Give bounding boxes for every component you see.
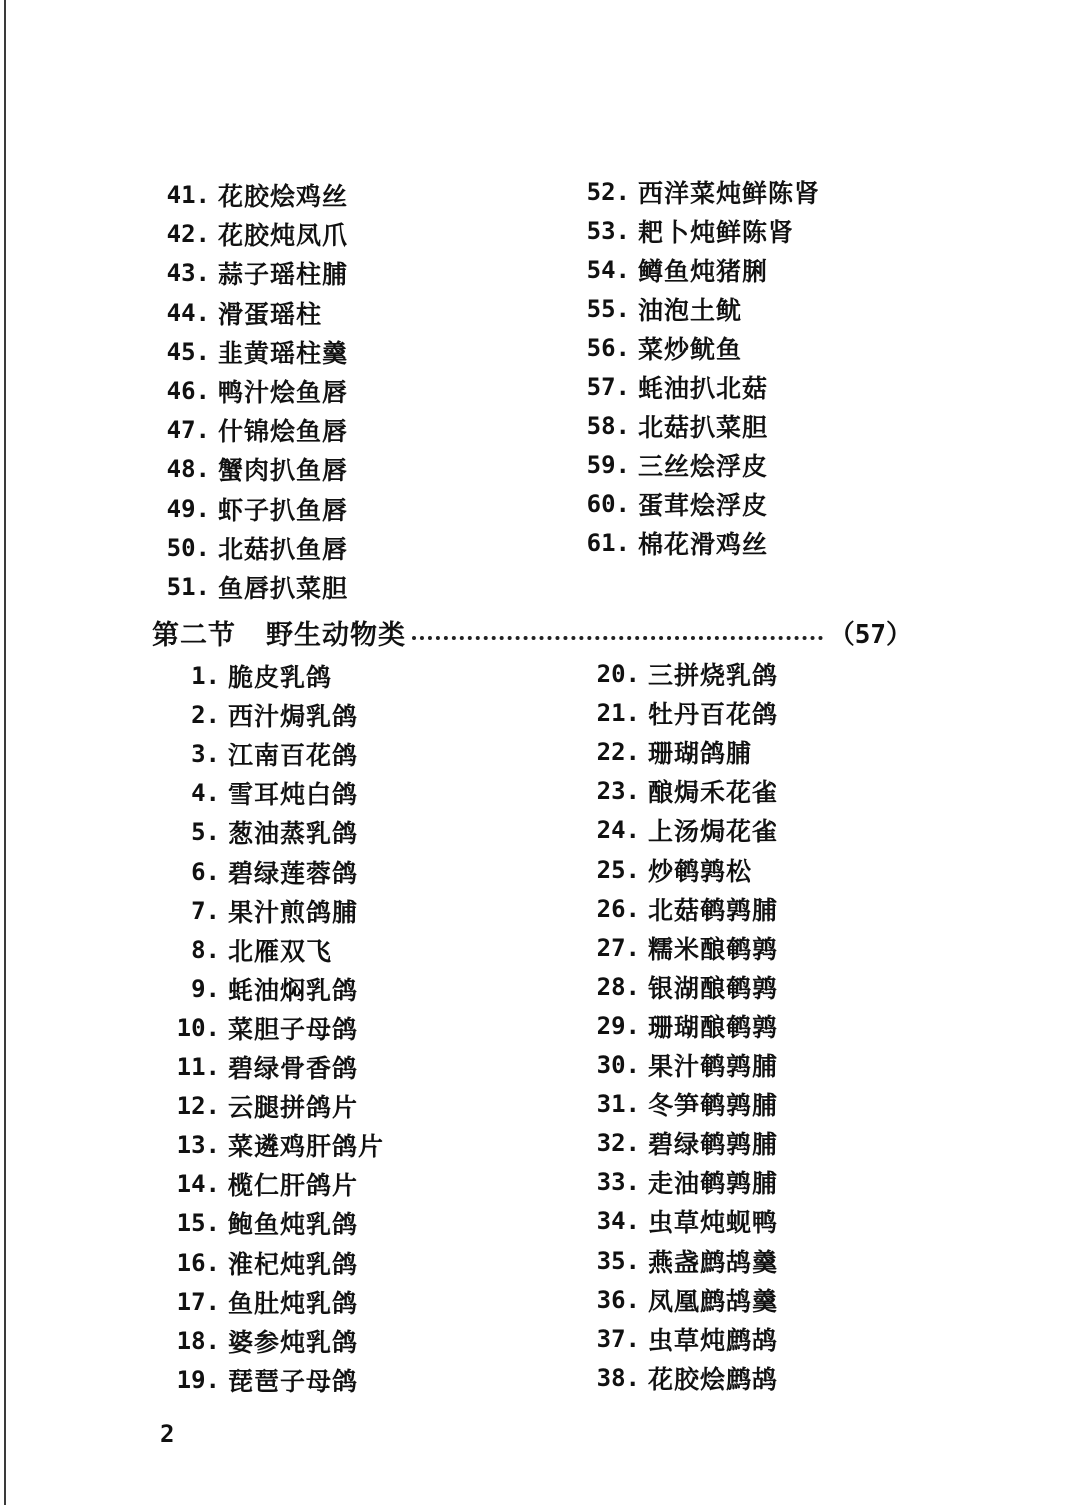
entry-name: 西洋菜炖鲜陈肾 <box>638 179 821 208</box>
entry-name: 韭黄瑶柱羹 <box>218 338 349 368</box>
entry-number: 61. <box>586 529 630 557</box>
entry-number: 44. <box>166 298 210 327</box>
entry-number: 20. <box>596 660 640 688</box>
entry-number: 8. <box>191 935 220 964</box>
entry-name: 糯米酿鹌鹑 <box>648 934 779 964</box>
entry-number: 26. <box>596 894 640 923</box>
entry-number: 4. <box>191 779 220 808</box>
entry-name: 北菇鹌鹑脯 <box>648 895 779 925</box>
entry-name: 虫草炖蚬鸭 <box>648 1208 779 1238</box>
entry-name: 果汁煎鸽脯 <box>228 897 359 927</box>
entry-number: 19. <box>176 1365 220 1394</box>
entry-name: 花胶烩鸡丝 <box>218 182 349 211</box>
entry-number: 13. <box>176 1131 220 1160</box>
entry-number: 56. <box>586 334 630 362</box>
toc-entry <box>578 1008 778 1044</box>
toc-entry <box>578 1282 778 1318</box>
entry-number: 30. <box>596 1051 640 1079</box>
entry-name: 珊瑚鸽脯 <box>648 739 753 769</box>
entry-number: 3. <box>191 740 220 769</box>
toc-entry <box>158 1127 384 1163</box>
entry-name: 耙卜炖鲜陈肾 <box>638 218 795 247</box>
entry-number: 38. <box>596 1363 640 1392</box>
toc-entry <box>578 252 768 288</box>
toc-entry <box>578 408 768 444</box>
entry-name: 碧绿鹌鹑脯 <box>648 1130 779 1160</box>
entry-name: 炒鹌鹑松 <box>648 856 753 886</box>
entry-name: 蟹肉扒鱼唇 <box>218 456 349 486</box>
toc-entry <box>158 1088 358 1124</box>
entry-number: 55. <box>586 295 630 323</box>
entry-number: 29. <box>596 1011 640 1040</box>
entry-name: 虾子扒鱼唇 <box>218 495 349 525</box>
toc-entry <box>158 1049 358 1085</box>
entry-name: 鲍鱼炖乳鸽 <box>228 1210 359 1240</box>
entry-name: 虫草炖鹧鸪 <box>648 1325 779 1355</box>
toc-entry <box>158 775 358 811</box>
entry-name: 蒜子瑶柱脯 <box>218 260 349 290</box>
toc-entry <box>578 1203 778 1239</box>
entry-name: 凤凰鹧鸪羹 <box>648 1286 779 1316</box>
entry-number: 28. <box>596 972 640 1001</box>
toc-entry <box>578 773 778 809</box>
toc-entry <box>578 1243 778 1279</box>
entry-number: 7. <box>191 896 220 925</box>
toc-entry <box>578 174 820 210</box>
toc-entry <box>158 971 358 1007</box>
entry-name: 银湖酿鹌鹑 <box>648 973 779 1003</box>
entry-name: 淮杞炖乳鸽 <box>228 1249 359 1279</box>
dot-leader <box>412 636 823 640</box>
toc-entry <box>158 814 358 850</box>
entry-name: 牡丹百花鸽 <box>648 700 779 730</box>
toc-entry <box>578 525 768 561</box>
entry-number: 9. <box>191 974 220 1003</box>
entry-name: 婆参炖乳鸽 <box>228 1327 359 1357</box>
toc-entry <box>158 1010 358 1046</box>
entry-number: 48. <box>166 455 210 484</box>
entry-name: 果汁鹌鹑脯 <box>648 1052 779 1081</box>
entry-number: 1. <box>191 662 220 690</box>
entry-number: 45. <box>166 337 210 366</box>
toc-entry <box>158 1205 358 1241</box>
entry-name: 北菇扒菜胆 <box>638 413 769 442</box>
entry-number: 46. <box>166 377 210 405</box>
entry-name: 榄仁肝鸽片 <box>228 1171 359 1201</box>
toc-entry <box>158 736 358 772</box>
entry-name: 蚝油扒北菇 <box>638 374 769 403</box>
toc-entry <box>578 1125 778 1161</box>
entry-name: 琵琶子母鸽 <box>228 1366 359 1396</box>
toc-entry <box>158 569 348 605</box>
entry-number: 42. <box>166 220 210 249</box>
entry-number: 15. <box>176 1209 220 1238</box>
entry-name: 西汁焗乳鸽 <box>228 702 359 732</box>
toc-entry <box>158 373 348 409</box>
toc-entry <box>578 656 778 692</box>
entry-number: 10. <box>176 1013 220 1042</box>
entry-name: 蚝油焖乳鸽 <box>228 975 359 1005</box>
toc-entry <box>578 330 742 366</box>
page-edge-line <box>4 0 6 1505</box>
entry-number: 43. <box>166 259 210 288</box>
entry-number: 31. <box>596 1090 640 1119</box>
toc-entry <box>578 486 768 522</box>
toc-entry <box>578 213 794 249</box>
entry-number: 51. <box>166 573 210 601</box>
entry-number: 2. <box>191 701 220 730</box>
entry-name: 脆皮乳鸽 <box>228 663 333 692</box>
toc-entry <box>158 658 332 694</box>
toc-entry <box>578 447 768 483</box>
entry-name: 蛋茸烩浮皮 <box>638 491 769 520</box>
entry-number: 49. <box>166 494 210 523</box>
toc-entry <box>158 1362 358 1398</box>
toc-entry <box>578 1164 778 1200</box>
section-label: 第二节 <box>152 619 236 651</box>
toc-entry <box>578 930 778 966</box>
entry-name: 滑蛋瑶柱 <box>218 299 323 329</box>
entry-name: 鱼唇扒菜胆 <box>218 574 349 603</box>
section-page-ref: （57） <box>828 619 912 650</box>
toc-entry <box>158 893 358 929</box>
entry-name: 鸭汁烩鱼唇 <box>218 378 349 407</box>
toc-entry <box>578 1047 778 1083</box>
toc-entry <box>578 1360 778 1396</box>
entry-name: 菜炒鱿鱼 <box>638 335 743 364</box>
entry-name: 珊瑚酿鹌鹑 <box>648 1012 779 1042</box>
toc-entry <box>158 1323 358 1359</box>
entry-name: 碧绿莲蓉鸽 <box>228 858 359 888</box>
entry-number: 14. <box>176 1170 220 1199</box>
entry-number: 18. <box>176 1326 220 1355</box>
entry-number: 5. <box>191 818 220 847</box>
entry-name: 鱼肚炖乳鸽 <box>228 1288 359 1318</box>
entry-name: 走油鹌鹑脯 <box>648 1169 779 1199</box>
toc-entry <box>158 697 358 733</box>
entry-number: 12. <box>176 1092 220 1121</box>
entry-number: 60. <box>586 490 630 518</box>
toc-entry <box>578 734 752 770</box>
toc-entry <box>578 1321 778 1357</box>
entry-number: 24. <box>596 816 640 845</box>
entry-number: 37. <box>596 1324 640 1353</box>
toc-entry <box>578 852 752 888</box>
toc-entry <box>158 177 348 213</box>
toc-entry <box>578 1086 778 1122</box>
toc-entry <box>578 291 742 327</box>
entry-number: 53. <box>586 217 630 245</box>
entry-name: 三拼烧乳鸽 <box>648 661 779 690</box>
entry-number: 6. <box>191 857 220 886</box>
entry-name: 江南百花鸽 <box>228 741 359 771</box>
entry-number: 35. <box>596 1246 640 1275</box>
toc-entry <box>158 491 348 527</box>
entry-name: 上汤焗花雀 <box>648 817 779 847</box>
entry-name: 燕盏鹧鸪羹 <box>648 1247 779 1277</box>
page-number: 2 <box>160 1420 175 1448</box>
entry-name: 鳟鱼炖猪脷 <box>638 257 769 286</box>
entry-number: 36. <box>596 1285 640 1314</box>
entry-number: 50. <box>166 533 210 562</box>
entry-name: 云腿拼鸽片 <box>228 1093 359 1123</box>
entry-name: 雪耳炖白鸽 <box>228 780 359 810</box>
entry-number: 11. <box>176 1053 220 1081</box>
entry-number: 52. <box>586 178 630 206</box>
section-heading <box>152 612 912 652</box>
section-title: 野生动物类 <box>266 619 406 651</box>
toc-entry <box>158 854 358 890</box>
entry-number: 22. <box>596 738 640 767</box>
toc-entry <box>578 695 778 731</box>
entry-number: 34. <box>596 1207 640 1236</box>
entry-number: 21. <box>596 699 640 728</box>
entry-number: 32. <box>596 1129 640 1158</box>
toc-entry <box>158 932 332 968</box>
entry-number: 27. <box>596 933 640 962</box>
entry-number: 25. <box>596 855 640 884</box>
entry-number: 54. <box>586 256 630 284</box>
toc-entry <box>158 255 348 291</box>
entry-number: 33. <box>596 1168 640 1197</box>
toc-entry <box>578 891 778 927</box>
entry-name: 碧绿骨香鸽 <box>228 1054 359 1083</box>
toc-entry <box>158 1245 358 1281</box>
entry-number: 59. <box>586 451 630 479</box>
toc-entry <box>158 216 348 252</box>
toc-entry <box>158 530 348 566</box>
entry-number: 17. <box>176 1287 220 1316</box>
toc-entry <box>158 295 322 331</box>
entry-name: 冬笋鹌鹑脯 <box>648 1091 779 1121</box>
toc-entry <box>578 369 768 405</box>
toc-entry <box>158 412 348 448</box>
entry-name: 花胶烩鹧鸪 <box>648 1364 779 1394</box>
toc-entry <box>158 334 348 370</box>
entry-name: 什锦烩鱼唇 <box>218 417 349 447</box>
toc-entry <box>158 1284 358 1320</box>
entry-number: 57. <box>586 373 630 401</box>
toc-entry <box>578 812 778 848</box>
entry-name: 油泡土鱿 <box>638 296 743 325</box>
entry-number: 41. <box>166 181 210 209</box>
entry-name: 菜遴鸡肝鸽片 <box>228 1132 385 1162</box>
entry-number: 47. <box>166 416 210 445</box>
toc-entry <box>158 1166 358 1202</box>
entry-number: 23. <box>596 777 640 806</box>
entry-name: 菜胆子母鸽 <box>228 1014 359 1044</box>
entry-name: 三丝烩浮皮 <box>638 452 769 481</box>
entry-number: 58. <box>586 412 630 440</box>
entry-name: 北雁双飞 <box>228 936 333 966</box>
entry-name: 花胶炖凤爪 <box>218 221 349 251</box>
entry-name: 北菇扒鱼唇 <box>218 534 349 564</box>
entry-name: 酿焗禾花雀 <box>648 778 779 808</box>
entry-name: 棉花滑鸡丝 <box>638 530 769 559</box>
entry-name: 葱油蒸乳鸽 <box>228 819 359 849</box>
toc-entry <box>578 969 778 1005</box>
entry-number: 16. <box>176 1248 220 1277</box>
toc-entry <box>158 451 348 487</box>
